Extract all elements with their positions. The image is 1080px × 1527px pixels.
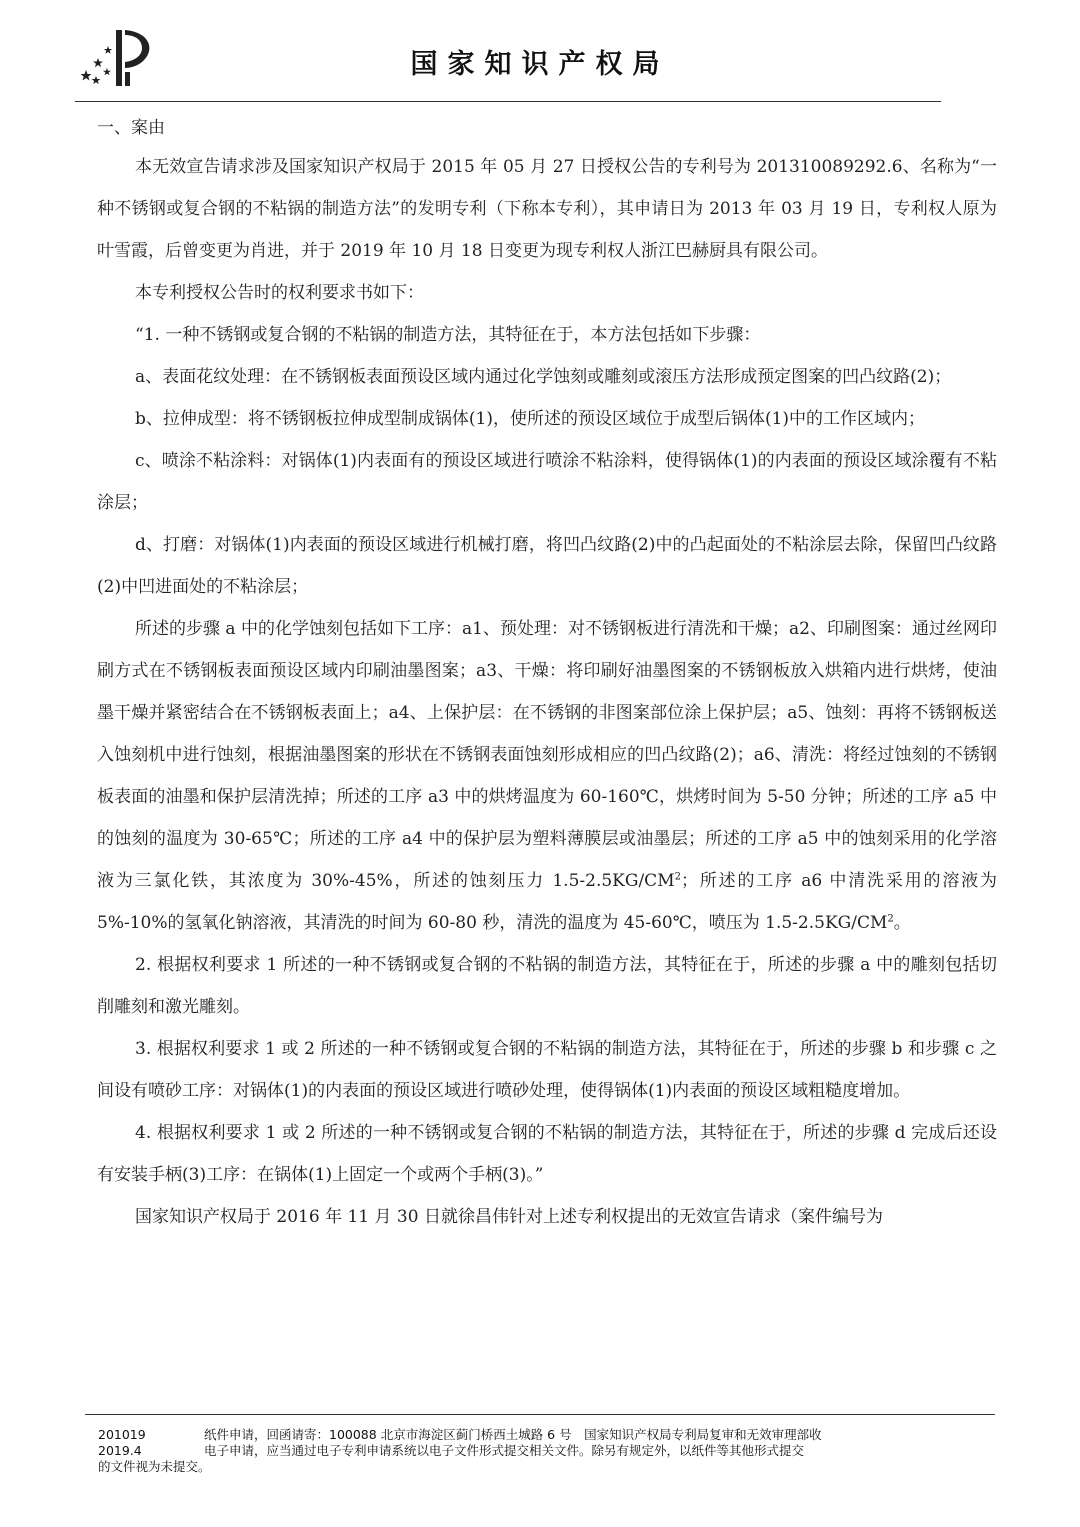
- etching-text-part-3: 。: [893, 913, 911, 933]
- etching-text-part-1: 所述的步骤 a 中的化学蚀刻包括如下工序：a1、预处理：对不锈钢板进行清洗和干燥；a2、印刷图案：通过丝网印刷方式在不锈钢板表面预设区域内印刷油墨图案；a3、干燥：将印刷好油墨图案的不锈钢板放入烘箱内进行烘烤，使油墨干燥并紧密结合在不锈钢板表面上；a4、上保护层：在不锈钢的非图案部位涂上保护层；a5、蚀刻：再将不锈钢板送入蚀刻机中进行蚀刻，根据油墨图案的形状在不锈钢表面蚀刻形成相应的凹凸纹路(2)；a6、清洗：将经过蚀刻的不锈钢板表面的油墨和保护层清洗掉；所述的工序 a3 中的烘烤温度为 60-160℃，烘烤时间为 5-50 分钟；所述的工序 a5 中的蚀刻的温度为 30-65℃；所述的工序 a4 中的保护层为塑料薄膜层或油墨层；所述的工序 a5 中的蚀刻采用的化学溶液为三氯化铁，其浓度为 30%-45%，所述的蚀刻压力 1.5-2.5KG/CM: [97, 619, 997, 891]
- paragraph-claims-intro: 本专利授权公告时的权利要求书如下：: [135, 283, 424, 303]
- header-divider: [75, 101, 941, 102]
- form-version: 2019.4: [98, 1443, 142, 1458]
- superscript-2: 2: [674, 871, 681, 883]
- form-code: 201019: [98, 1427, 146, 1442]
- page-title: 国家知识产权局: [410, 49, 670, 80]
- paragraph-step-b: b、拉伸成型：将不锈钢板拉伸成型制成锅体(1)，使所述的预设区域位于成型后锅体(1)中的工作区域内；: [135, 409, 926, 429]
- paragraph-chemical-etching: [97, 608, 997, 944]
- footer-divider: [85, 1414, 995, 1415]
- paragraph-decision-intro: 国家知识产权局于 2016 年 11 月 30 日就徐昌伟针对上述专利权提出的无效宣告请求（案件编号为: [135, 1207, 883, 1227]
- footer-electronic-notice: 电子申请，应当通过电子专利申请系统以电子文件形式提交相关文件。除另有规定外，以纸件等其他形式提交: [204, 1443, 805, 1458]
- paragraph-step-c: c、喷涂不粘涂料：对锅体(1)内表面有的预设区域进行喷涂不粘涂料，使得锅体(1)的内表面的预设区域涂覆有不粘涂层；: [97, 451, 997, 513]
- paragraph-claim-1: “1. 一种不锈钢或复合钢的不粘锅的制造方法，其特征在于，本方法包括如下步骤：: [135, 325, 761, 345]
- paragraph-step-a: a、表面花纹处理：在不锈钢板表面预设区域内通过化学蚀刻或雕刻或滚压方法形成预定图案的凹凸纹路(2)；: [135, 367, 952, 387]
- cnipa-logo-icon: [78, 20, 158, 90]
- paragraph-step-d: d、打磨：对锅体(1)内表面的预设区域进行机械打磨，将凹凸纹路(2)中的凸起面处的不粘涂层去除，保留凹凸纹路(2)中凹进面处的不粘涂层；: [97, 535, 997, 597]
- paragraph-case-intro: 本无效宣告请求涉及国家知识产权局于 2015 年 05 月 27 日授权公告的专利号为 201310089292.6、名称为“一种不锈钢或复合钢的不粘锅的制造方法”的发明专利（下称本专利），其申请日为 2013 年 03 月 19 日，专利权人原为叶雪霞，后曾变更为肖进，并于 2019 年 10 月 18 日变更为现专利权人浙江巴赫厨具有限公司。: [97, 157, 997, 261]
- document-body: [97, 110, 997, 1238]
- superscript-2: 2: [887, 913, 894, 925]
- paragraph-claim-2: 2. 根据权利要求 1 所述的一种不锈钢或复合钢的不粘锅的制造方法，其特征在于，所述的步骤 a 中的雕刻包括切削雕刻和激光雕刻。: [97, 955, 997, 1017]
- footer-electronic-notice-continued: 的文件视为未提交。: [98, 1459, 211, 1474]
- footer-mail-address: 纸件申请，回函请寄：100088 北京市海淀区蓟门桥西土城路 6 号 国家知识产权局专利局复审和无效审理部收: [204, 1427, 822, 1442]
- page-footer: [98, 1427, 1003, 1475]
- paragraph-claim-3: 3. 根据权利要求 1 或 2 所述的一种不锈钢或复合钢的不粘锅的制造方法，其特征在于，所述的步骤 b 和步骤 c 之间设有喷砂工序：对锅体(1)的内表面的预设区域进行喷砂处理，使得锅体(1)内表面的预设区域粗糙度增加。: [97, 1039, 997, 1101]
- etching-text-part-2: ；所述的工序 a6 中清洗采用的溶液为 5%-10%的氢氧化钠溶液，其清洗的时间为 60-80 秒，清洗的温度为 45-60℃，喷压为 1.5-2.5KG/CM: [97, 871, 998, 933]
- paragraph-claim-4: 4. 根据权利要求 1 或 2 所述的一种不锈钢或复合钢的不粘锅的制造方法，其特征在于，所述的步骤 d 完成后还设有安装手柄(3)工序：在锅体(1)上固定一个或两个手柄(3)。”: [97, 1123, 997, 1185]
- section-heading: 一、案由: [97, 118, 165, 138]
